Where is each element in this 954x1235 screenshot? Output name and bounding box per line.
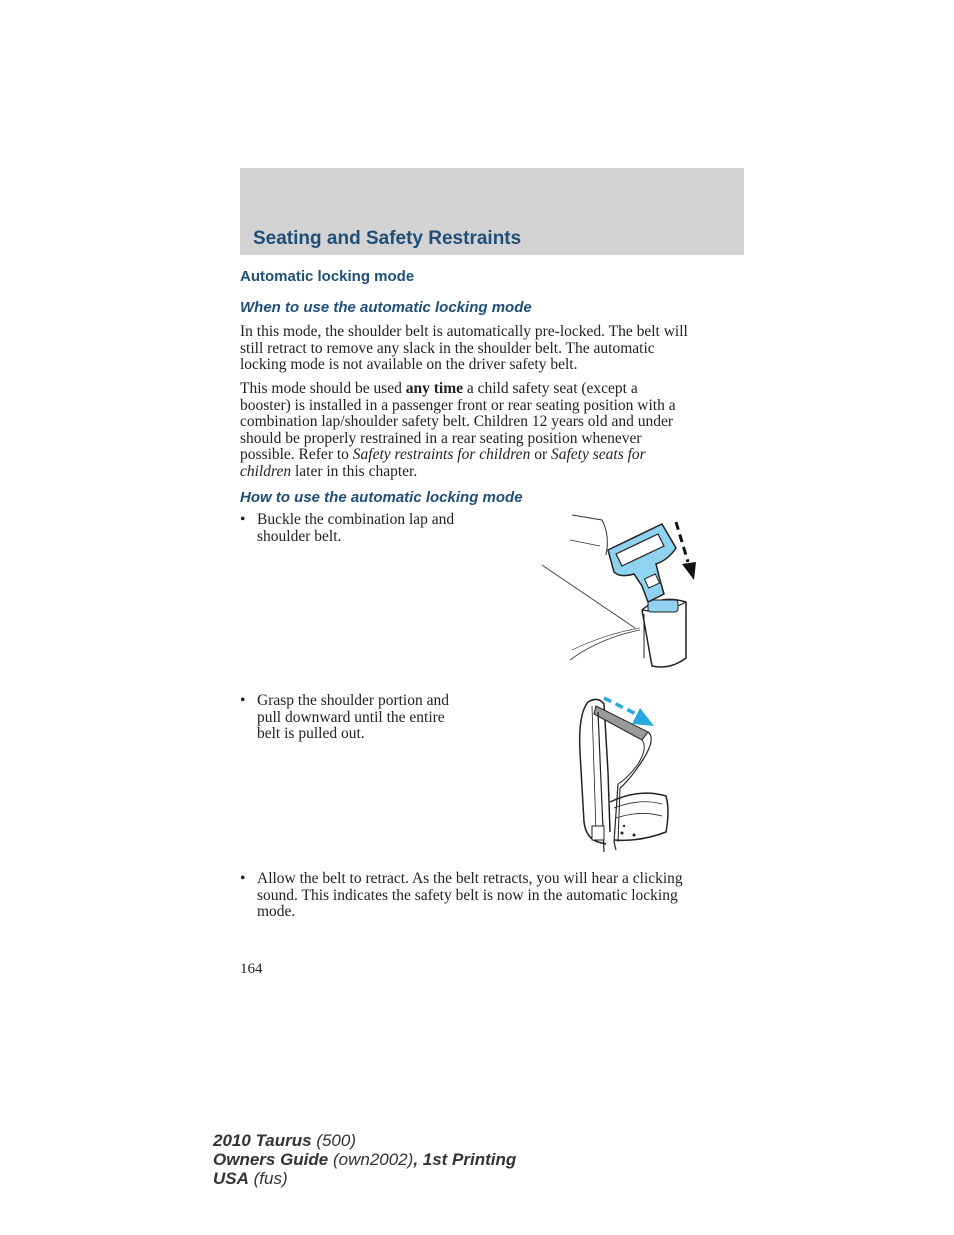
section-title: Seating and Safety Restraints [253,228,522,249]
footer-market-code: (fus) [248,1169,288,1188]
text-span: later in this chapter. [291,462,418,480]
text-line: mode. [257,903,296,920]
footer-model-code: (500) [311,1131,357,1150]
text-line: combination lap/shoulder safety belt. Children 12 years old and under [240,413,674,430]
heading-automatic-locking-mode: Automatic locking mode [240,268,415,285]
text-line: In this mode, the shoulder belt is automatically pre-locked. The belt will [240,323,688,340]
text-span: possible. Refer to [240,446,353,463]
text-span: a child safety seat (except a [463,380,638,397]
footer-guide-code: (own2002) [328,1150,414,1169]
bullet-text [257,871,683,921]
text-line [240,464,744,481]
text-line: booster) is installed in a passenger front or rear seating position with a [240,396,676,414]
text-line: belt is pulled out. [257,725,365,742]
reference-safety-seats: Safety seats for [551,446,646,463]
bullet-icon: • [240,692,246,709]
text-span: This mode should be used [240,380,406,397]
bullet-icon: • [240,511,246,528]
paragraph-mode-description [240,324,744,374]
seat-belt-buckle-illustration [540,510,710,680]
text-line: should be properly restrained in a rear seating position whenever [240,429,642,447]
reference-safety-restraints: Safety restraints for children [352,446,531,463]
footer-model: 2010 Taurus [213,1131,312,1150]
footer-line [213,1169,516,1188]
text-line [240,447,744,464]
bullet-icon: • [240,870,246,887]
heading-how-to-use: How to use the automatic locking mode [240,489,523,506]
footer-line [213,1150,516,1169]
footer-market: USA [213,1169,249,1188]
footer-edition-info [213,1131,516,1188]
text-line [240,381,744,398]
text-line: pull downward until the entire [257,708,445,726]
heading-when-to-use: When to use the automatic locking mode [240,299,532,316]
text-line: Allow the belt to retract. As the belt retracts, you will hear a clicking [257,870,683,887]
text-line: sound. This indicates the safety belt is now in the automatic locking [257,886,678,904]
text-line: Grasp the shoulder portion and [257,692,449,709]
page-number: 164 [240,961,263,977]
footer-line [213,1131,516,1150]
footer-guide: Owners Guide [213,1150,329,1169]
seat-belt-pull-illustration [570,692,680,862]
reference-safety-seats-cont: children [240,462,292,480]
text-line: Buckle the combination lap and [257,511,455,528]
emphasis-any-time: any time [405,380,464,397]
text-line: still retract to remove any slack in the shoulder belt. The automatic [240,339,655,357]
text-line: locking mode is not available on the driver safety belt. [240,356,578,373]
bullet-text [257,693,449,743]
paragraph-when-to-use [240,381,744,480]
text-line: shoulder belt. [257,527,342,545]
text-span: or [530,446,551,463]
bullet-text [257,512,454,545]
footer-printing: , 1st Printing [413,1150,517,1169]
